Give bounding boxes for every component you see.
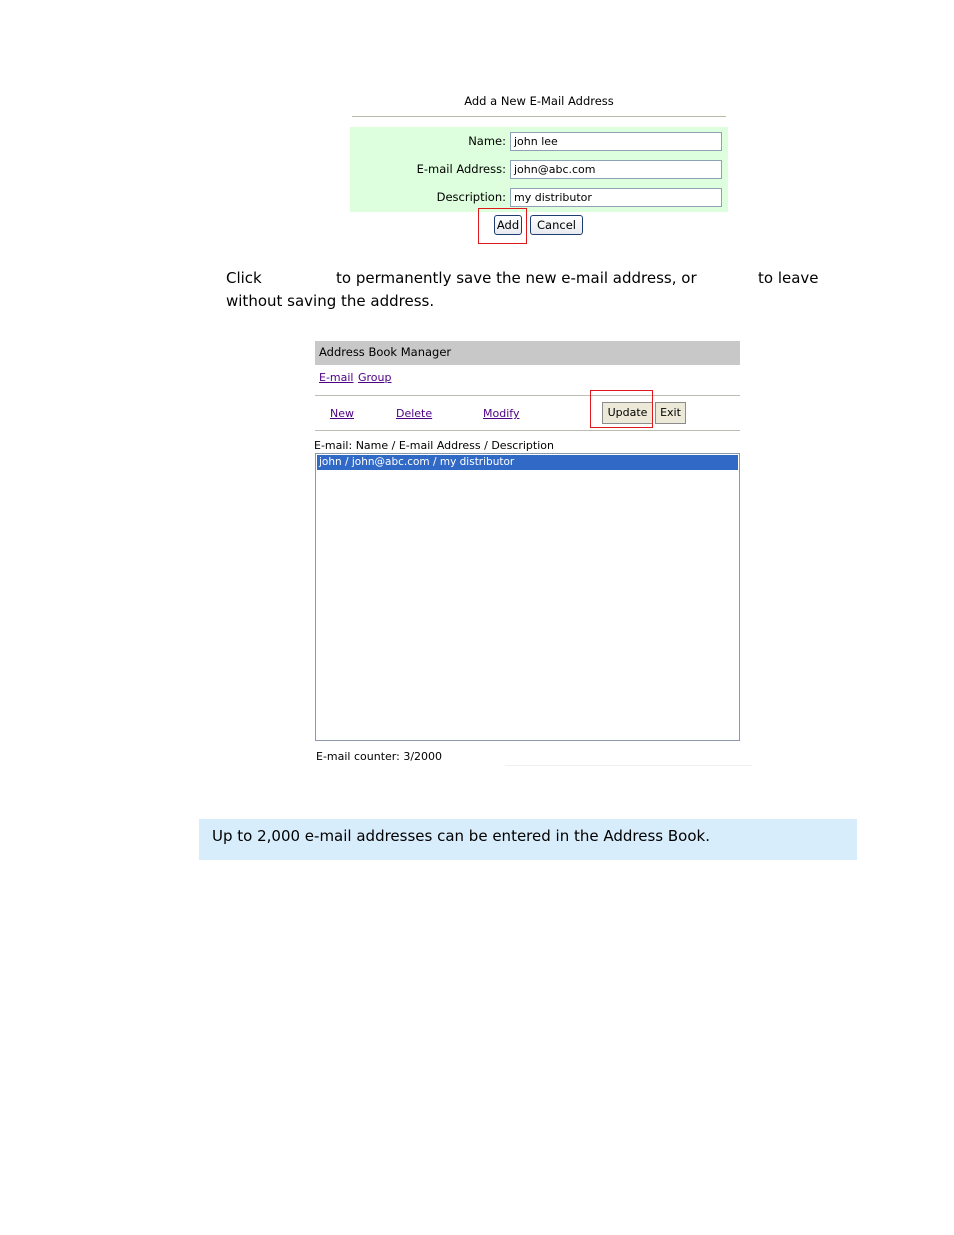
instruction-click-word: Click bbox=[226, 269, 262, 287]
email-address-label: E-mail Address: bbox=[416, 162, 506, 176]
add-form-title: Add a New E-Mail Address bbox=[464, 94, 614, 108]
new-link[interactable]: New bbox=[330, 407, 354, 420]
address-book-header bbox=[315, 341, 740, 365]
email-listbox[interactable] bbox=[315, 453, 740, 741]
add-button[interactable]: Add bbox=[494, 215, 522, 235]
instruction-end-text: to leave bbox=[758, 269, 819, 287]
toolbar-bottom-divider bbox=[315, 430, 740, 431]
email-list-header: E-mail: Name / E-mail Address / Description bbox=[314, 439, 554, 452]
delete-link[interactable]: Delete bbox=[396, 407, 433, 420]
description-label: Description: bbox=[436, 190, 506, 204]
email-address-input[interactable]: john@abc.com bbox=[510, 160, 722, 179]
name-input[interactable]: john lee bbox=[510, 132, 722, 151]
counter-divider bbox=[505, 765, 752, 766]
update-button[interactable]: Update bbox=[602, 402, 653, 424]
add-button-highlight bbox=[478, 208, 527, 244]
add-form-divider bbox=[352, 116, 726, 117]
address-book-title: Address Book Manager bbox=[319, 345, 452, 359]
note-box bbox=[199, 819, 857, 860]
add-form-panel bbox=[350, 127, 728, 212]
list-item[interactable]: john / john@abc.com / my distributor bbox=[317, 455, 738, 470]
name-label: Name: bbox=[468, 134, 506, 148]
exit-button[interactable]: Exit bbox=[655, 402, 686, 424]
note-text: Up to 2,000 e-mail addresses can be entered in the Address Book. bbox=[212, 827, 710, 845]
update-button-highlight bbox=[590, 390, 653, 428]
toolbar-top-divider bbox=[315, 395, 740, 396]
tab-email[interactable]: E-mail bbox=[319, 371, 354, 384]
email-counter: E-mail counter: 3/2000 bbox=[316, 750, 443, 763]
cancel-button[interactable]: Cancel bbox=[530, 215, 583, 235]
instruction-middle-text: to permanently save the new e-mail address, or bbox=[336, 269, 697, 287]
tab-group[interactable]: Group bbox=[358, 371, 392, 384]
description-input[interactable]: my distributor bbox=[510, 188, 722, 207]
instruction-line-2: without saving the address. bbox=[226, 292, 435, 310]
modify-link[interactable]: Modify bbox=[483, 407, 520, 420]
